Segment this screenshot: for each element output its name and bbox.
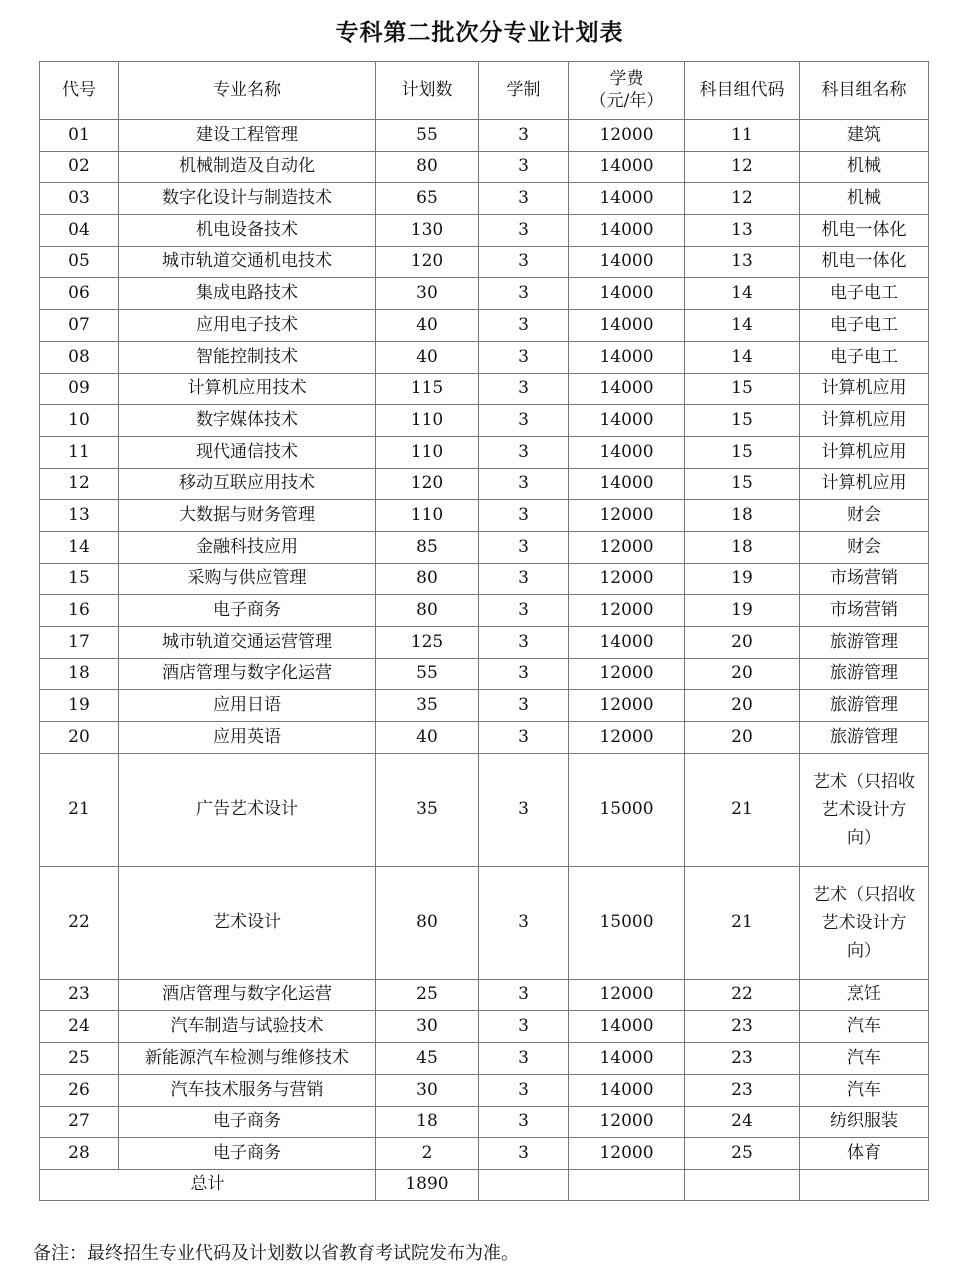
table-row (40, 866, 929, 979)
cell-major: 城市轨道交通机电技术 (119, 246, 376, 278)
cell-fee: 14000 (569, 215, 685, 247)
cell-plan: 30 (376, 1074, 479, 1106)
table-row (40, 310, 929, 342)
cell-years: 3 (479, 310, 569, 342)
table-row (40, 436, 929, 468)
cell-fee: 14000 (569, 1043, 685, 1075)
footnote: 备注：最终招生专业代码及计划数以省教育考试院发布为准。 (33, 1243, 519, 1264)
cell-group-name: 机械 (800, 183, 929, 215)
cell-plan: 110 (376, 436, 479, 468)
cell-group-name: 财会 (800, 531, 929, 563)
cell-code: 16 (40, 595, 119, 627)
cell-years: 3 (479, 1074, 569, 1106)
table-row (40, 690, 929, 722)
cell-years: 3 (479, 658, 569, 690)
cell-plan: 85 (376, 531, 479, 563)
header-fee (569, 62, 685, 120)
cell-major: 金融科技应用 (119, 531, 376, 563)
cell-group-name: 计算机应用 (800, 405, 929, 437)
cell-major: 应用日语 (119, 690, 376, 722)
cell-years: 3 (479, 373, 569, 405)
table-row (40, 531, 929, 563)
cell-group-name: 旅游管理 (800, 690, 929, 722)
cell-plan: 2 (376, 1138, 479, 1170)
cell-code: 22 (40, 866, 119, 979)
table-row (40, 627, 929, 659)
cell-group-name: 计算机应用 (800, 373, 929, 405)
cell-years: 3 (479, 722, 569, 754)
header-plan: 计划数 (376, 62, 479, 120)
cell-group-code: 14 (685, 310, 800, 342)
cell-code: 28 (40, 1138, 119, 1170)
cell-group-name: 汽车 (800, 1074, 929, 1106)
cell-code: 06 (40, 278, 119, 310)
table-row (40, 183, 929, 215)
cell-group-code: 24 (685, 1106, 800, 1138)
cell-fee: 14000 (569, 373, 685, 405)
cell-plan: 80 (376, 563, 479, 595)
cell-group-code: 12 (685, 183, 800, 215)
cell-code: 18 (40, 658, 119, 690)
cell-plan: 40 (376, 341, 479, 373)
cell-major: 酒店管理与数字化运营 (119, 658, 376, 690)
cell-plan: 40 (376, 722, 479, 754)
cell-major: 酒店管理与数字化运营 (119, 979, 376, 1011)
cell-fee: 12000 (569, 500, 685, 532)
cell-plan: 130 (376, 215, 479, 247)
cell-fee: 12000 (569, 1138, 685, 1170)
cell-code: 03 (40, 183, 119, 215)
cell-major: 电子商务 (119, 1138, 376, 1170)
cell-group-name: 旅游管理 (800, 658, 929, 690)
table-row (40, 595, 929, 627)
total-empty-group-code (685, 1169, 800, 1200)
table-row (40, 246, 929, 278)
total-label: 总计 (40, 1169, 376, 1200)
cell-fee: 14000 (569, 1011, 685, 1043)
cell-years: 3 (479, 531, 569, 563)
cell-fee: 15000 (569, 866, 685, 979)
cell-fee: 12000 (569, 979, 685, 1011)
table-row (40, 278, 929, 310)
total-empty-group-name (800, 1169, 929, 1200)
cell-code: 11 (40, 436, 119, 468)
cell-fee: 14000 (569, 405, 685, 437)
cell-major: 电子商务 (119, 1106, 376, 1138)
cell-years: 3 (479, 1043, 569, 1075)
cell-major: 广告艺术设计 (119, 753, 376, 866)
table-row (40, 468, 929, 500)
cell-code: 02 (40, 151, 119, 183)
cell-group-code: 23 (685, 1043, 800, 1075)
cell-group-name: 汽车 (800, 1043, 929, 1075)
cell-group-code: 21 (685, 866, 800, 979)
cell-group-code: 18 (685, 500, 800, 532)
cell-fee: 14000 (569, 183, 685, 215)
plan-table-body (40, 120, 929, 1170)
cell-group-name: 计算机应用 (800, 468, 929, 500)
cell-major: 新能源汽车检测与维修技术 (119, 1043, 376, 1075)
cell-group-code: 13 (685, 215, 800, 247)
cell-code: 01 (40, 120, 119, 152)
cell-group-name: 市场营销 (800, 563, 929, 595)
cell-group-code: 19 (685, 563, 800, 595)
cell-group-code: 15 (685, 373, 800, 405)
cell-code: 12 (40, 468, 119, 500)
cell-years: 3 (479, 1011, 569, 1043)
cell-fee: 14000 (569, 627, 685, 659)
header-years: 学制 (479, 62, 569, 120)
cell-major: 现代通信技术 (119, 436, 376, 468)
cell-plan: 40 (376, 310, 479, 342)
cell-group-code: 20 (685, 627, 800, 659)
cell-code: 25 (40, 1043, 119, 1075)
table-row (40, 753, 929, 866)
cell-major: 汽车技术服务与营销 (119, 1074, 376, 1106)
cell-years: 3 (479, 866, 569, 979)
table-row (40, 341, 929, 373)
cell-group-name: 体育 (800, 1138, 929, 1170)
cell-code: 27 (40, 1106, 119, 1138)
table-row (40, 658, 929, 690)
cell-years: 3 (479, 753, 569, 866)
cell-group-code: 18 (685, 531, 800, 563)
cell-fee: 12000 (569, 595, 685, 627)
table-row (40, 1011, 929, 1043)
cell-code: 23 (40, 979, 119, 1011)
cell-group-code: 23 (685, 1011, 800, 1043)
cell-code: 14 (40, 531, 119, 563)
cell-fee: 12000 (569, 1106, 685, 1138)
cell-major: 移动互联应用技术 (119, 468, 376, 500)
cell-fee: 14000 (569, 468, 685, 500)
cell-fee: 14000 (569, 1074, 685, 1106)
cell-years: 3 (479, 405, 569, 437)
cell-major: 汽车制造与试验技术 (119, 1011, 376, 1043)
cell-major: 应用电子技术 (119, 310, 376, 342)
cell-major: 城市轨道交通运营管理 (119, 627, 376, 659)
cell-plan: 25 (376, 979, 479, 1011)
cell-years: 3 (479, 979, 569, 1011)
cell-years: 3 (479, 468, 569, 500)
cell-fee: 15000 (569, 753, 685, 866)
cell-major: 数字媒体技术 (119, 405, 376, 437)
table-row (40, 1106, 929, 1138)
cell-fee: 14000 (569, 278, 685, 310)
cell-years: 3 (479, 1138, 569, 1170)
cell-group-code: 20 (685, 658, 800, 690)
cell-group-code: 19 (685, 595, 800, 627)
cell-code: 17 (40, 627, 119, 659)
cell-plan: 45 (376, 1043, 479, 1075)
total-row (40, 1169, 929, 1200)
cell-years: 3 (479, 436, 569, 468)
cell-plan: 110 (376, 500, 479, 532)
table-row (40, 215, 929, 247)
cell-plan: 30 (376, 1011, 479, 1043)
cell-major: 数字化设计与制造技术 (119, 183, 376, 215)
cell-fee: 14000 (569, 310, 685, 342)
cell-plan: 55 (376, 658, 479, 690)
cell-group-name: 机电一体化 (800, 246, 929, 278)
header-group-code: 科目组代码 (685, 62, 800, 120)
cell-major: 机电设备技术 (119, 215, 376, 247)
cell-major: 应用英语 (119, 722, 376, 754)
cell-code: 15 (40, 563, 119, 595)
cell-group-name: 旅游管理 (800, 722, 929, 754)
cell-code: 08 (40, 341, 119, 373)
cell-years: 3 (479, 690, 569, 722)
cell-fee: 14000 (569, 436, 685, 468)
cell-plan: 120 (376, 468, 479, 500)
cell-group-code: 20 (685, 722, 800, 754)
cell-code: 26 (40, 1074, 119, 1106)
cell-plan: 115 (376, 373, 479, 405)
header-fee-line1: 学费 (609, 69, 644, 90)
cell-group-name: 纺织服装 (800, 1106, 929, 1138)
cell-plan: 125 (376, 627, 479, 659)
cell-years: 3 (479, 151, 569, 183)
cell-plan: 80 (376, 595, 479, 627)
cell-major: 计算机应用技术 (119, 373, 376, 405)
cell-plan: 35 (376, 690, 479, 722)
header-fee-line2: （元/年） (589, 90, 664, 111)
total-empty-years (479, 1169, 569, 1200)
table-row (40, 120, 929, 152)
cell-group-code: 23 (685, 1074, 800, 1106)
cell-plan: 30 (376, 278, 479, 310)
cell-group-code: 15 (685, 468, 800, 500)
header-major: 专业名称 (119, 62, 376, 120)
total-empty-fee (569, 1169, 685, 1200)
cell-group-name: 建筑 (800, 120, 929, 152)
cell-fee: 12000 (569, 658, 685, 690)
cell-group-name: 艺术（只招收艺术设计方向） (800, 753, 929, 866)
cell-years: 3 (479, 563, 569, 595)
cell-group-name: 电子电工 (800, 341, 929, 373)
cell-fee: 14000 (569, 246, 685, 278)
table-row (40, 1043, 929, 1075)
cell-group-name: 机电一体化 (800, 215, 929, 247)
header-row (40, 62, 929, 120)
cell-years: 3 (479, 341, 569, 373)
cell-code: 09 (40, 373, 119, 405)
cell-group-code: 14 (685, 278, 800, 310)
cell-plan: 80 (376, 866, 479, 979)
table-row (40, 500, 929, 532)
cell-major: 采购与供应管理 (119, 563, 376, 595)
cell-group-code: 15 (685, 405, 800, 437)
cell-group-code: 22 (685, 979, 800, 1011)
cell-major: 电子商务 (119, 595, 376, 627)
cell-major: 大数据与财务管理 (119, 500, 376, 532)
cell-code: 05 (40, 246, 119, 278)
cell-code: 04 (40, 215, 119, 247)
cell-group-name: 计算机应用 (800, 436, 929, 468)
cell-years: 3 (479, 120, 569, 152)
cell-fee: 12000 (569, 120, 685, 152)
cell-major: 建设工程管理 (119, 120, 376, 152)
header-code: 代号 (40, 62, 119, 120)
cell-group-name: 市场营销 (800, 595, 929, 627)
cell-fee: 14000 (569, 341, 685, 373)
table-row (40, 979, 929, 1011)
cell-years: 3 (479, 246, 569, 278)
cell-code: 24 (40, 1011, 119, 1043)
cell-code: 21 (40, 753, 119, 866)
table-row (40, 1074, 929, 1106)
cell-major: 机械制造及自动化 (119, 151, 376, 183)
page-title: 专科第二批次分专业计划表 (335, 20, 624, 46)
table-row (40, 405, 929, 437)
cell-group-name: 机械 (800, 151, 929, 183)
cell-plan: 120 (376, 246, 479, 278)
cell-years: 3 (479, 500, 569, 532)
cell-years: 3 (479, 595, 569, 627)
cell-group-code: 21 (685, 753, 800, 866)
cell-plan: 55 (376, 120, 479, 152)
plan-table (39, 61, 929, 1201)
cell-fee: 12000 (569, 722, 685, 754)
cell-group-code: 20 (685, 690, 800, 722)
cell-code: 07 (40, 310, 119, 342)
cell-fee: 12000 (569, 690, 685, 722)
cell-group-code: 11 (685, 120, 800, 152)
table-row (40, 563, 929, 595)
cell-group-name: 财会 (800, 500, 929, 532)
cell-years: 3 (479, 627, 569, 659)
header-group-name: 科目组名称 (800, 62, 929, 120)
cell-fee: 12000 (569, 531, 685, 563)
total-plan: 1890 (376, 1169, 479, 1200)
cell-group-name: 电子电工 (800, 278, 929, 310)
cell-group-code: 12 (685, 151, 800, 183)
cell-group-name: 电子电工 (800, 310, 929, 342)
cell-group-name: 旅游管理 (800, 627, 929, 659)
cell-code: 20 (40, 722, 119, 754)
cell-group-code: 25 (685, 1138, 800, 1170)
cell-years: 3 (479, 215, 569, 247)
cell-major: 集成电路技术 (119, 278, 376, 310)
cell-group-code: 13 (685, 246, 800, 278)
cell-group-name: 艺术（只招收艺术设计方向） (800, 866, 929, 979)
cell-years: 3 (479, 183, 569, 215)
cell-fee: 12000 (569, 563, 685, 595)
cell-fee: 14000 (569, 151, 685, 183)
cell-major: 智能控制技术 (119, 341, 376, 373)
cell-plan: 110 (376, 405, 479, 437)
table-row (40, 722, 929, 754)
table-row (40, 373, 929, 405)
cell-years: 3 (479, 1106, 569, 1138)
cell-code: 13 (40, 500, 119, 532)
cell-code: 19 (40, 690, 119, 722)
table-row (40, 1138, 929, 1170)
cell-plan: 80 (376, 151, 479, 183)
table-row (40, 151, 929, 183)
cell-group-code: 15 (685, 436, 800, 468)
cell-group-name: 烹饪 (800, 979, 929, 1011)
cell-major: 艺术设计 (119, 866, 376, 979)
cell-plan: 18 (376, 1106, 479, 1138)
cell-code: 10 (40, 405, 119, 437)
cell-plan: 65 (376, 183, 479, 215)
cell-group-name: 汽车 (800, 1011, 929, 1043)
cell-group-code: 14 (685, 341, 800, 373)
cell-plan: 35 (376, 753, 479, 866)
cell-years: 3 (479, 278, 569, 310)
